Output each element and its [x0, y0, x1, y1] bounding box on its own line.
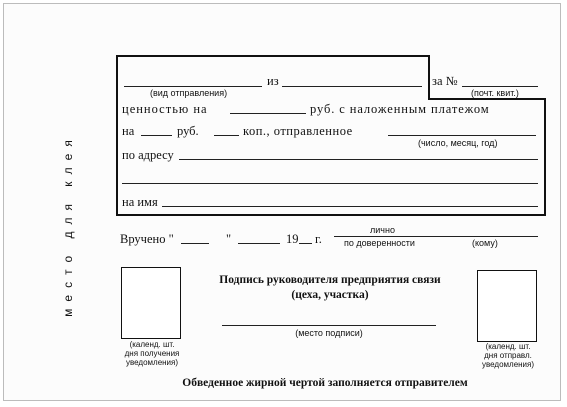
bold-outline-left [116, 55, 118, 216]
rub-label: руб. [177, 124, 199, 138]
sent-date-line[interactable] [388, 135, 536, 136]
glue-area-label: место для клея [61, 133, 75, 317]
recipient-name-label: на имя [122, 195, 158, 209]
stamp-caption-sent [468, 342, 548, 370]
sent-label: коп., отправленное [243, 124, 353, 138]
address-line-1[interactable] [179, 159, 538, 160]
cod-label: руб. с наложенным платежом [310, 102, 490, 116]
signature-place-line[interactable] [222, 325, 436, 326]
from-label: из [267, 74, 279, 88]
bold-outline-bottom [116, 214, 546, 216]
delivered-month-line[interactable] [238, 243, 280, 244]
stamp-box-sent [477, 270, 537, 342]
bold-outline-right [544, 98, 546, 216]
cod-amount-label: на [122, 124, 135, 138]
stamp-caption-sent-line1: (календ. шт. [485, 342, 531, 351]
delivered-year-prefix: 19 [286, 232, 299, 246]
proxy-caption: по доверенности [344, 238, 415, 248]
shipment-type-line[interactable] [124, 86, 262, 87]
address-line-2[interactable] [122, 183, 538, 184]
delivered-year-suffix: г. [315, 232, 322, 246]
stamp-caption-sent-line3: уведомления) [481, 360, 535, 370]
cod-kop-line[interactable] [214, 135, 239, 136]
stamp-caption-received-line1: (календ. шт. [129, 340, 175, 349]
delivered-quote: " [226, 232, 232, 246]
stamp-caption-sent-line2: дня отправл. [484, 351, 532, 361]
delivered-year-line[interactable] [299, 243, 312, 244]
signature-place-caption: (место подписи) [295, 328, 363, 338]
stamp-caption-received-line2: дня получения [124, 349, 180, 359]
bold-outline-step-vertical [428, 55, 430, 100]
whom-caption: (кому) [472, 238, 498, 248]
cod-rub-line[interactable] [141, 135, 172, 136]
delivered-label: Вручено " [120, 232, 174, 246]
from-line[interactable] [282, 86, 422, 87]
footer-note: Обведенное жирной чертой заполняется отправителем [182, 377, 468, 389]
stamp-box-received [121, 267, 181, 339]
personally-caption: лично [370, 225, 395, 235]
declared-value-label: ценностью на [122, 102, 208, 116]
bold-outline-top [116, 55, 430, 57]
receipt-caption: (почт. квит.) [471, 88, 519, 98]
receipt-number-line[interactable] [462, 86, 538, 87]
delivery-method-line[interactable] [334, 236, 538, 237]
signature-title: Подпись руководителя предприятия связи [219, 274, 441, 286]
delivered-day-line[interactable] [181, 243, 209, 244]
shipment-type-caption: (вид отправления) [150, 88, 228, 98]
bold-outline-step-horizontal [428, 98, 546, 100]
receipt-number-label: за № [432, 74, 458, 88]
sent-date-caption: (число, месяц, год) [418, 138, 498, 148]
recipient-name-line[interactable] [162, 206, 538, 207]
signature-subtitle: (цеха, участка) [291, 289, 369, 301]
stamp-caption-received-line3: уведомления) [125, 358, 179, 368]
address-label: по адресу [122, 148, 174, 162]
declared-value-line[interactable] [230, 113, 306, 114]
stamp-caption-received [112, 340, 192, 368]
